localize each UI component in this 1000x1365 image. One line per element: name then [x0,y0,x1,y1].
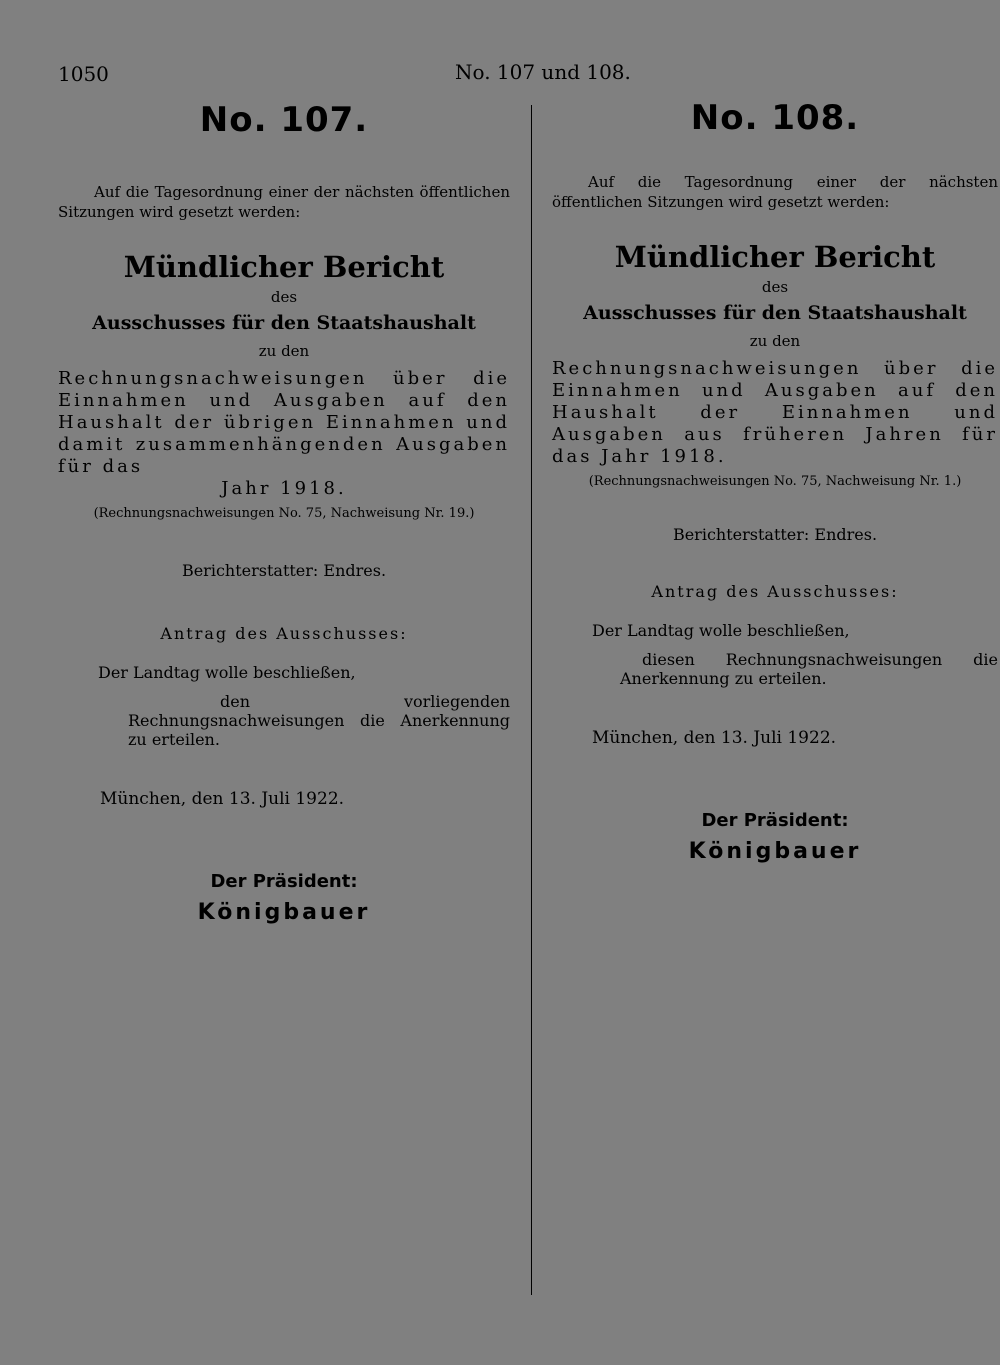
page-number: 1050 [58,62,109,86]
document-number: No. 108. [690,98,860,138]
president-name: Königbauer [688,839,862,864]
date-line: München, den 13. Juli 1922. [100,789,345,809]
document-number: No. 107. [199,100,369,140]
resolution-intro: Der Landtag wolle beschließen, [592,621,850,640]
reference-note: (Rechnungsnachweisungen No. 75, Nachweisung Nr. 19.) [93,506,475,521]
date-line: München, den 13. Juli 1922. [592,728,837,748]
agenda-intro: Auf die Tagesordnung einer der nächsten öffentlichen Sitzungen wird gesetzt werden: [58,183,510,221]
committee-name: Ausschusses für den Staatshaushalt [92,312,476,334]
resolution-text: diesen Rechnungsnachweisungen die Anerkennung zu erteilen. [620,650,998,688]
document-108 [552,98,998,864]
agenda-intro: Auf die Tagesordnung einer der nächsten öffentlichen Sitzungen wird gesetzt werden: [552,173,998,211]
reporter: Berichterstatter: Endres. [181,561,387,580]
document-107 [58,100,510,925]
report-title: Mündlicher Bericht [614,240,936,274]
report-title: Mündlicher Bericht [123,250,445,284]
report-subject: Rechnungsnachweisungen über die Einnahmen und Ausgaben auf den Haushalt der Einnahmen und Ausgaben aus früheren Jahren für das Jahr 1918. [552,358,998,467]
resolution-text: den vorliegenden Rechnungsnachweisungen die Anerkennung zu erteilen. [128,692,510,749]
zu-den-text: zu den [749,332,801,350]
president-label: Der Präsident: [210,871,358,892]
report-subject: Rechnungsnachweisungen über die Einnahmen und Ausgaben auf den Haushalt der übrigen Einnahmen und damit zusammenhängenden Ausgaben für das [58,368,510,477]
report-subject-year: Jahr 1918. [221,478,347,499]
zu-den-text: zu den [258,342,310,360]
president-name: Königbauer [197,900,371,925]
running-head: No. 107 und 108. [455,60,631,84]
motion-heading: Antrag des Ausschusses: [651,582,899,601]
reference-note: (Rechnungsnachweisungen No. 75, Nachweisung Nr. 1.) [588,474,962,489]
des-text: des [761,278,789,296]
reporter: Berichterstatter: Endres. [672,525,878,544]
des-text: des [270,288,298,306]
committee-name: Ausschusses für den Staatshaushalt [583,302,967,324]
motion-heading: Antrag des Ausschusses: [160,624,408,643]
column-divider [531,105,532,1295]
resolution-intro: Der Landtag wolle beschließen, [98,663,356,682]
president-label: Der Präsident: [701,810,849,831]
